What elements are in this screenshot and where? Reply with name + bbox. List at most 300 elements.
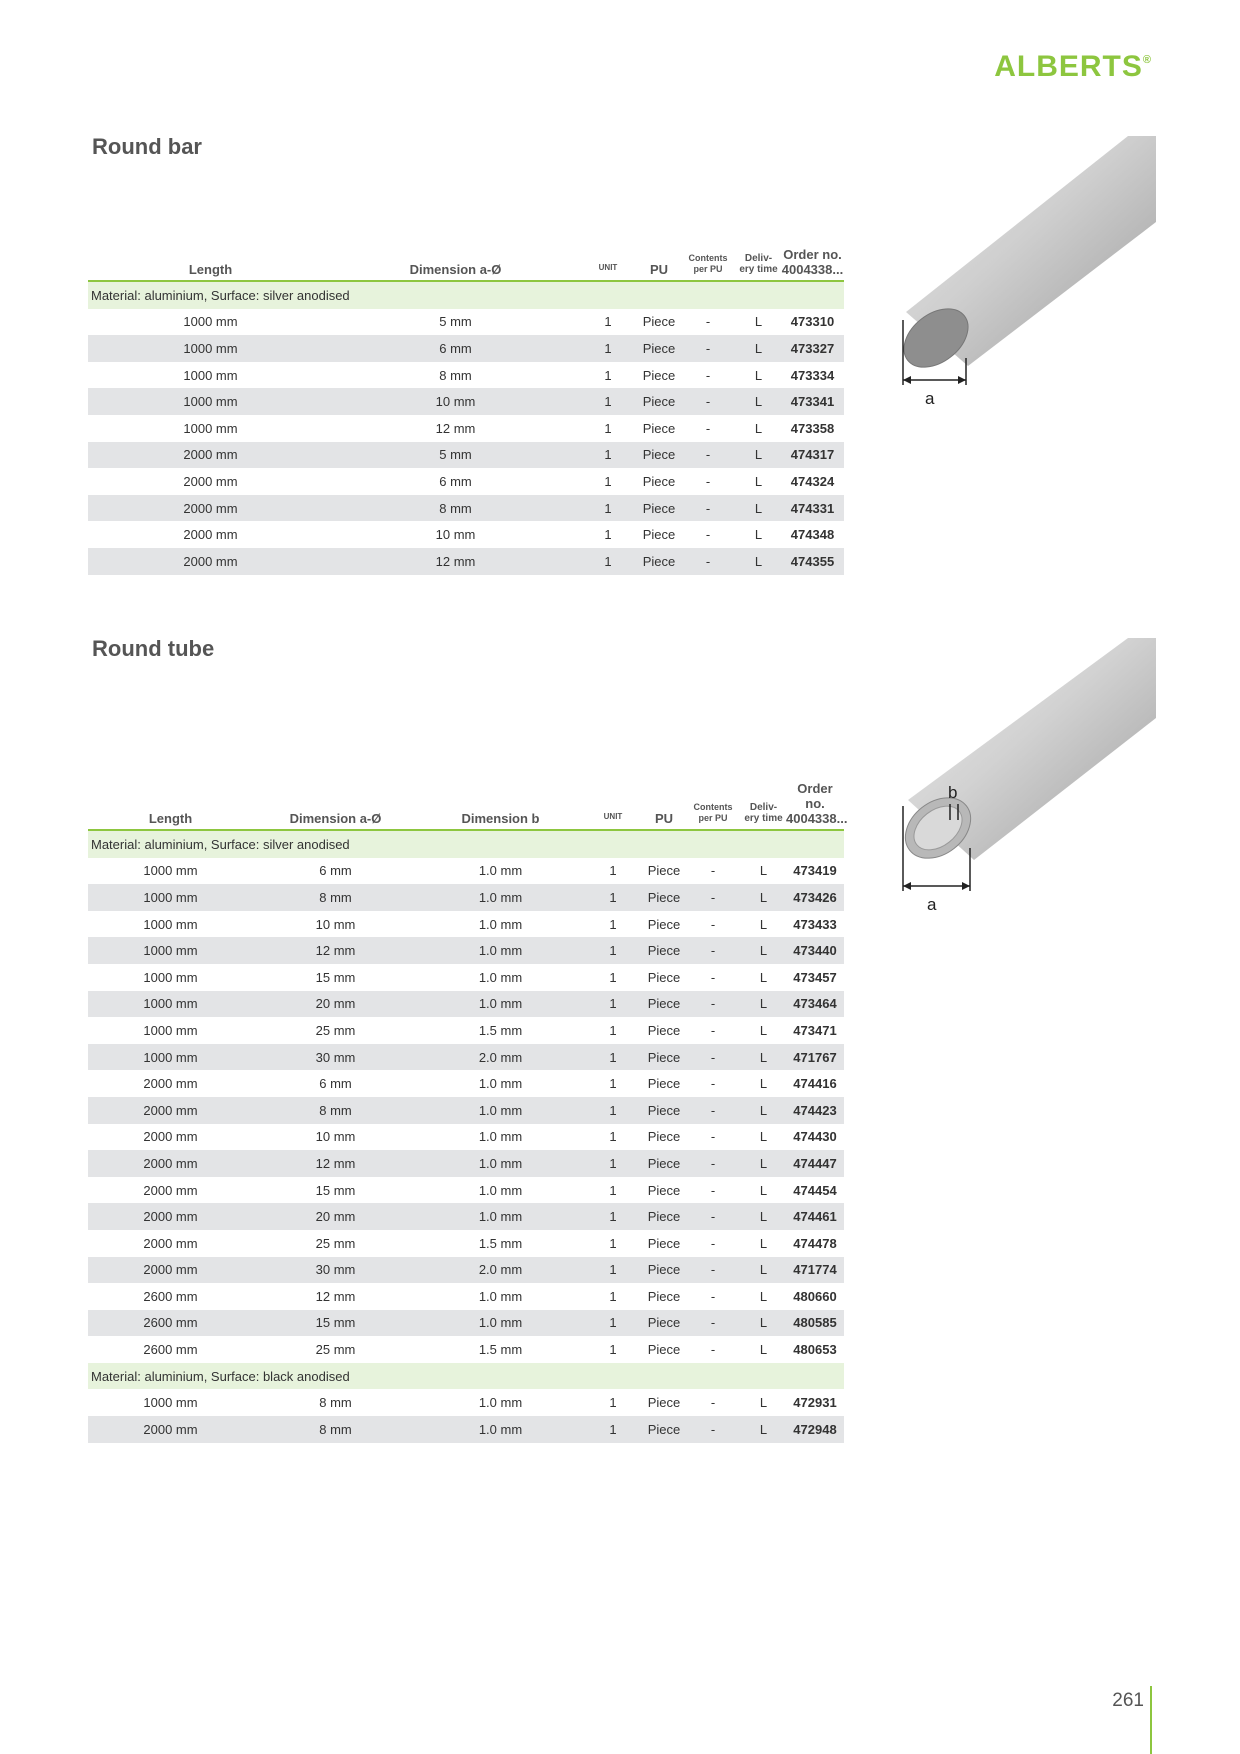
round-bar-table <box>88 215 844 575</box>
round-tube-illustration <box>888 636 1158 916</box>
table-row <box>88 1177 844 1204</box>
table-cell: 1 <box>609 863 617 879</box>
table-cell: - <box>680 442 736 469</box>
table-cell: Piece <box>643 1416 685 1443</box>
table-cell: Piece <box>642 314 676 330</box>
order-number-cell: 473457 <box>793 969 837 985</box>
table-cell: 1000 mm <box>88 1044 253 1071</box>
table-cell: 1 <box>609 1395 617 1411</box>
table-cell: L <box>754 367 763 383</box>
table-row <box>88 388 844 415</box>
table-cell: 1 <box>583 1097 643 1124</box>
table-cell: 1.0 mm <box>478 1129 523 1145</box>
table-cell: 2000 mm <box>88 1257 253 1284</box>
table-cell: 1.0 mm <box>418 1310 583 1337</box>
order-number-cell: 480653 <box>793 1342 837 1358</box>
table-cell: 1000 mm <box>88 991 253 1018</box>
col-dimension-a: Dimension a-Ø <box>253 764 418 830</box>
table-row <box>88 1070 844 1097</box>
table-cell: 12 mm <box>253 1150 418 1177</box>
table-cell: L <box>759 916 768 932</box>
table-cell: - <box>705 527 711 543</box>
table-row <box>88 521 844 548</box>
dim-a-label: a <box>927 895 937 914</box>
col-delivery-time: Deliv- ery time <box>736 215 781 281</box>
table-cell: 15 mm <box>253 1310 418 1337</box>
table-row <box>88 1336 844 1363</box>
table-cell: 10 mm <box>435 527 476 543</box>
order-number-cell: 474348 <box>790 527 835 543</box>
table-cell: L <box>741 1097 786 1124</box>
table-row <box>88 1283 844 1310</box>
table-cell: 1 <box>609 1022 617 1038</box>
table-cell: - <box>685 1044 741 1071</box>
table-cell: 1.0 mm <box>478 1288 523 1304</box>
table-cell: 1 <box>578 388 638 415</box>
table-cell: - <box>680 388 736 415</box>
table-cell: - <box>685 1310 741 1337</box>
table-cell: Piece <box>647 1342 681 1358</box>
table-cell: Piece <box>638 548 680 575</box>
order-number-cell: 474416 <box>793 1076 837 1092</box>
table-cell: Piece <box>643 991 685 1018</box>
table-cell: 1 <box>609 1129 617 1145</box>
table-cell: 2.0 mm <box>418 1044 583 1071</box>
table-cell: 8 mm <box>319 1395 352 1411</box>
arrow-head-left <box>903 882 911 890</box>
material-row <box>88 281 844 309</box>
table-cell: Piece <box>643 884 685 911</box>
table-cell: 1.5 mm <box>478 1022 523 1038</box>
table-cell: 1000 mm <box>143 863 198 879</box>
table-row <box>88 1150 844 1177</box>
table-cell: L <box>759 969 768 985</box>
table-cell: 1 <box>583 937 643 964</box>
order-number-cell: 474447 <box>786 1150 844 1177</box>
table-cell: Piece <box>643 1203 685 1230</box>
table-cell: 1.0 mm <box>418 991 583 1018</box>
table-cell: 1.0 mm <box>418 884 583 911</box>
table-cell: 5 mm <box>333 442 578 469</box>
table-cell: 1.0 mm <box>478 1182 523 1198</box>
table-cell: L <box>754 420 763 436</box>
table-cell: L <box>759 1395 768 1411</box>
table-cell: L <box>759 1129 768 1145</box>
table-cell: L <box>759 863 768 879</box>
table-cell: L <box>736 388 781 415</box>
table-cell: 1000 mm <box>143 916 198 932</box>
order-number-cell: 474331 <box>781 495 844 522</box>
table-cell: L <box>754 527 763 543</box>
table-cell: 8 mm <box>333 495 578 522</box>
table-cell: 5 mm <box>439 314 472 330</box>
table-row <box>88 1416 844 1443</box>
section-title-round-tube: Round tube <box>92 636 215 661</box>
table-cell: 1 <box>583 1203 643 1230</box>
order-number-cell: 471767 <box>786 1044 844 1071</box>
table-cell: 1 <box>609 1235 617 1251</box>
table-header-row <box>88 215 844 281</box>
table-cell: Piece <box>647 1129 681 1145</box>
page-number: 261 <box>1112 1690 1144 1711</box>
table-cell: 1 <box>604 473 612 489</box>
table-cell: 1 <box>609 1288 617 1304</box>
table-cell: 1000 mm <box>143 1395 198 1411</box>
table-cell: - <box>710 1342 716 1358</box>
table-row <box>88 415 844 442</box>
table-row <box>88 964 844 991</box>
table-cell: 6 mm <box>319 1076 352 1092</box>
col-order-no: Order no. 4004338... <box>781 215 844 281</box>
order-number-cell: 473464 <box>786 991 844 1018</box>
table-cell: 1 <box>583 1310 643 1337</box>
table-cell: - <box>685 884 741 911</box>
order-number-cell: 471774 <box>786 1257 844 1284</box>
table-cell: 1 <box>604 420 612 436</box>
col-dimension-a: Dimension a-Ø <box>333 215 578 281</box>
table-cell: 1.0 mm <box>418 1416 583 1443</box>
table-cell: 1 <box>583 1416 643 1443</box>
table-row <box>88 468 844 495</box>
dim-b-label: b <box>948 783 958 802</box>
order-number-cell: 474355 <box>781 548 844 575</box>
col-unit: UNIT <box>578 215 638 281</box>
table-cell: L <box>759 1076 768 1092</box>
table-cell: 2000 mm <box>143 1235 198 1251</box>
table-cell: L <box>736 548 781 575</box>
table-cell: L <box>741 884 786 911</box>
table-row <box>88 1257 844 1284</box>
table-cell: Piece <box>642 527 676 543</box>
table-cell: 10 mm <box>333 388 578 415</box>
table-cell: L <box>759 1235 768 1251</box>
table-row <box>88 1017 844 1044</box>
table-cell: 6 mm <box>439 473 472 489</box>
table-cell: L <box>741 1150 786 1177</box>
table-cell: L <box>759 1288 768 1304</box>
col-pu: PU <box>643 764 685 830</box>
table-cell: - <box>685 1416 741 1443</box>
dim-a-label: a <box>925 389 935 408</box>
col-delivery-time: Deliv- ery time <box>741 764 786 830</box>
table-cell: Piece <box>647 916 681 932</box>
round-tube-body <box>88 830 844 1443</box>
table-row <box>88 335 844 362</box>
table-cell: L <box>741 1203 786 1230</box>
table-cell: L <box>741 991 786 1018</box>
table-cell: - <box>680 335 736 362</box>
table-cell: - <box>685 1203 741 1230</box>
order-number-cell: 473433 <box>793 916 837 932</box>
table-cell: 2000 mm <box>183 527 238 543</box>
order-number-cell: 473440 <box>786 937 844 964</box>
table-cell: 2000 mm <box>88 1416 253 1443</box>
table-cell: - <box>680 495 736 522</box>
table-cell: - <box>705 473 711 489</box>
table-row <box>88 1203 844 1230</box>
table-cell: 1.0 mm <box>478 916 523 932</box>
table-cell: L <box>736 495 781 522</box>
col-pu: PU <box>638 215 680 281</box>
table-cell: 1.0 mm <box>478 863 523 879</box>
table-cell: Piece <box>642 420 676 436</box>
brand-logo <box>994 50 1152 84</box>
round-bar-body <box>88 281 844 575</box>
order-number-cell: 474454 <box>793 1182 837 1198</box>
col-length: Length <box>88 764 253 830</box>
table-cell: 2000 mm <box>88 1150 253 1177</box>
order-number-cell: 473358 <box>790 420 835 436</box>
section-title-round-bar: Round bar <box>92 134 202 159</box>
table-cell: 15 mm <box>315 1182 356 1198</box>
table-cell: - <box>685 1150 741 1177</box>
table-cell: 6 mm <box>333 335 578 362</box>
table-cell: 30 mm <box>253 1257 418 1284</box>
table-cell: 1 <box>583 1257 643 1284</box>
order-number-cell: 473327 <box>781 335 844 362</box>
table-cell: 12 mm <box>315 1288 356 1304</box>
table-cell: 1 <box>578 442 638 469</box>
table-cell: L <box>741 1310 786 1337</box>
table-cell: 8 mm <box>253 884 418 911</box>
table-cell: Piece <box>643 1150 685 1177</box>
table-cell: 1 <box>604 527 612 543</box>
table-cell: L <box>741 1257 786 1284</box>
table-cell: - <box>685 991 741 1018</box>
table-cell: L <box>759 1022 768 1038</box>
table-cell: Piece <box>647 1022 681 1038</box>
table-cell: 25 mm <box>315 1022 356 1038</box>
table-cell: - <box>710 1395 716 1411</box>
table-row <box>88 362 844 389</box>
table-cell: - <box>710 1235 716 1251</box>
table-row <box>88 884 844 911</box>
table-cell: - <box>710 969 716 985</box>
table-cell: 1 <box>578 335 638 362</box>
material-label: Material: aluminium, Surface: silver anodised <box>88 281 844 309</box>
col-order-no: Order no. 4004338... <box>786 764 844 830</box>
table-cell: 15 mm <box>315 969 356 985</box>
table-cell: 1000 mm <box>143 1022 198 1038</box>
table-row <box>88 937 844 964</box>
table-row <box>88 911 844 938</box>
table-cell: 1 <box>578 548 638 575</box>
order-number-cell: 474317 <box>781 442 844 469</box>
order-number-cell: 474430 <box>793 1129 837 1145</box>
table-cell: 1000 mm <box>183 420 238 436</box>
table-row <box>88 991 844 1018</box>
table-cell: 1000 mm <box>88 884 253 911</box>
order-number-cell: 480660 <box>793 1288 837 1304</box>
table-cell: L <box>736 335 781 362</box>
table-cell: Piece <box>642 367 676 383</box>
table-cell: 8 mm <box>253 1097 418 1124</box>
table-cell: 1 <box>578 495 638 522</box>
table-cell: 1 <box>604 314 612 330</box>
table-cell: 8 mm <box>253 1416 418 1443</box>
table-cell: 10 mm <box>315 916 356 932</box>
table-cell: - <box>710 1022 716 1038</box>
table-cell: L <box>736 442 781 469</box>
brand-name: ALBERTS <box>994 50 1143 83</box>
table-cell: 1.0 mm <box>418 1150 583 1177</box>
table-cell: 1.5 mm <box>478 1342 523 1358</box>
table-cell: L <box>759 1342 768 1358</box>
table-cell: 1000 mm <box>183 367 238 383</box>
table-cell: 20 mm <box>253 991 418 1018</box>
table-cell: 1.0 mm <box>418 937 583 964</box>
table-cell: Piece <box>638 388 680 415</box>
table-cell: Piece <box>642 473 676 489</box>
order-number-cell: 474324 <box>790 473 835 489</box>
table-cell: 1 <box>583 884 643 911</box>
table-cell: Piece <box>643 1097 685 1124</box>
table-cell: 1000 mm <box>143 969 198 985</box>
table-cell: 1 <box>609 1182 617 1198</box>
table-cell: 2000 mm <box>143 1076 198 1092</box>
table-cell: 25 mm <box>315 1235 356 1251</box>
table-cell: Piece <box>643 1044 685 1071</box>
table-row <box>88 495 844 522</box>
table-cell: 1000 mm <box>183 314 238 330</box>
brand-registered-mark: ® <box>1142 54 1152 66</box>
table-cell: 1 <box>583 1044 643 1071</box>
order-number-cell: 473471 <box>793 1022 837 1038</box>
table-cell: Piece <box>647 863 681 879</box>
table-cell: - <box>710 1182 716 1198</box>
table-row <box>88 548 844 575</box>
table-cell: - <box>710 916 716 932</box>
table-cell: - <box>680 548 736 575</box>
table-cell: 2000 mm <box>88 1097 253 1124</box>
material-label: Material: aluminium, Surface: black anodised <box>88 1363 844 1390</box>
table-cell: - <box>710 863 716 879</box>
table-cell: 1 <box>609 1076 617 1092</box>
order-number-cell: 473341 <box>781 388 844 415</box>
table-cell: L <box>754 473 763 489</box>
table-cell: 1.0 mm <box>418 1097 583 1124</box>
table-cell: 1 <box>609 1342 617 1358</box>
order-number-cell: 472948 <box>786 1416 844 1443</box>
table-cell: - <box>710 1288 716 1304</box>
table-cell: 1.5 mm <box>478 1235 523 1251</box>
material-row <box>88 1363 844 1390</box>
table-cell: 10 mm <box>315 1129 356 1145</box>
table-cell: 1 <box>583 991 643 1018</box>
page-number-bar <box>1150 1686 1152 1754</box>
table-cell: 12 mm <box>253 937 418 964</box>
table-cell: 30 mm <box>253 1044 418 1071</box>
material-label: Material: aluminium, Surface: silver anodised <box>88 830 844 858</box>
table-cell: L <box>741 1416 786 1443</box>
table-cell: L <box>741 937 786 964</box>
table-cell: Piece <box>647 1288 681 1304</box>
table-cell: Piece <box>647 1395 681 1411</box>
order-number-cell: 480585 <box>786 1310 844 1337</box>
table-cell: 2000 mm <box>183 473 238 489</box>
table-row <box>88 858 844 885</box>
table-cell: Piece <box>643 1257 685 1284</box>
table-cell: Piece <box>647 1235 681 1251</box>
table-cell: 12 mm <box>435 420 476 436</box>
table-cell: - <box>685 937 741 964</box>
table-cell: 2000 mm <box>88 442 333 469</box>
table-cell: 6 mm <box>319 863 352 879</box>
order-number-cell: 473334 <box>790 367 835 383</box>
arrow-head-left <box>903 376 911 384</box>
col-unit: UNIT <box>583 764 643 830</box>
order-number-cell: 473419 <box>793 863 837 879</box>
table-header-row <box>88 764 844 830</box>
table-cell: 2.0 mm <box>418 1257 583 1284</box>
order-number-cell: 474478 <box>793 1235 837 1251</box>
table-cell: L <box>759 1182 768 1198</box>
table-cell: Piece <box>643 937 685 964</box>
table-cell: 8 mm <box>439 367 472 383</box>
table-row <box>88 1389 844 1416</box>
table-row <box>88 1310 844 1337</box>
table-cell: 1 <box>604 367 612 383</box>
table-cell: 12 mm <box>333 548 578 575</box>
table-cell: 1.0 mm <box>478 1076 523 1092</box>
table-cell: 2600 mm <box>88 1310 253 1337</box>
order-number-cell: 474423 <box>786 1097 844 1124</box>
table-row <box>88 442 844 469</box>
order-number-cell: 473310 <box>790 314 835 330</box>
table-row <box>88 1124 844 1151</box>
table-cell: 2600 mm <box>143 1288 198 1304</box>
table-cell: 1 <box>583 1150 643 1177</box>
round-tube-table <box>88 764 848 1443</box>
col-length: Length <box>88 215 333 281</box>
table-cell: 1000 mm <box>88 335 333 362</box>
order-number-cell: 473426 <box>786 884 844 911</box>
table-cell: 20 mm <box>253 1203 418 1230</box>
table-cell: - <box>705 367 711 383</box>
table-cell: Piece <box>647 1182 681 1198</box>
table-cell: - <box>685 1097 741 1124</box>
order-number-cell: 474461 <box>786 1203 844 1230</box>
table-cell: 1.0 mm <box>478 1395 523 1411</box>
table-cell: 1 <box>609 969 617 985</box>
material-row <box>88 830 844 858</box>
table-cell: L <box>754 314 763 330</box>
col-contents-per-pu: Contents per PU <box>680 215 736 281</box>
table-cell: 2000 mm <box>88 495 333 522</box>
table-cell: Piece <box>638 442 680 469</box>
table-cell: Piece <box>647 1076 681 1092</box>
table-cell: Piece <box>638 335 680 362</box>
arrow-head-right <box>958 376 966 384</box>
table-cell: - <box>710 1076 716 1092</box>
table-cell: 1000 mm <box>88 937 253 964</box>
table-cell: 1 <box>609 916 617 932</box>
table-cell: Piece <box>638 495 680 522</box>
table-cell: 2600 mm <box>143 1342 198 1358</box>
table-row <box>88 1097 844 1124</box>
table-cell: 1.0 mm <box>478 969 523 985</box>
table-cell: - <box>685 1257 741 1284</box>
table-cell: - <box>710 1129 716 1145</box>
table-cell: 2000 mm <box>143 1182 198 1198</box>
table-cell: 1.0 mm <box>418 1203 583 1230</box>
col-dimension-b: Dimension b <box>418 764 583 830</box>
order-number-cell: 472931 <box>793 1395 837 1411</box>
table-row <box>88 1230 844 1257</box>
arrow-head-right <box>962 882 970 890</box>
table-cell: 25 mm <box>315 1342 356 1358</box>
table-cell: 2000 mm <box>88 548 333 575</box>
